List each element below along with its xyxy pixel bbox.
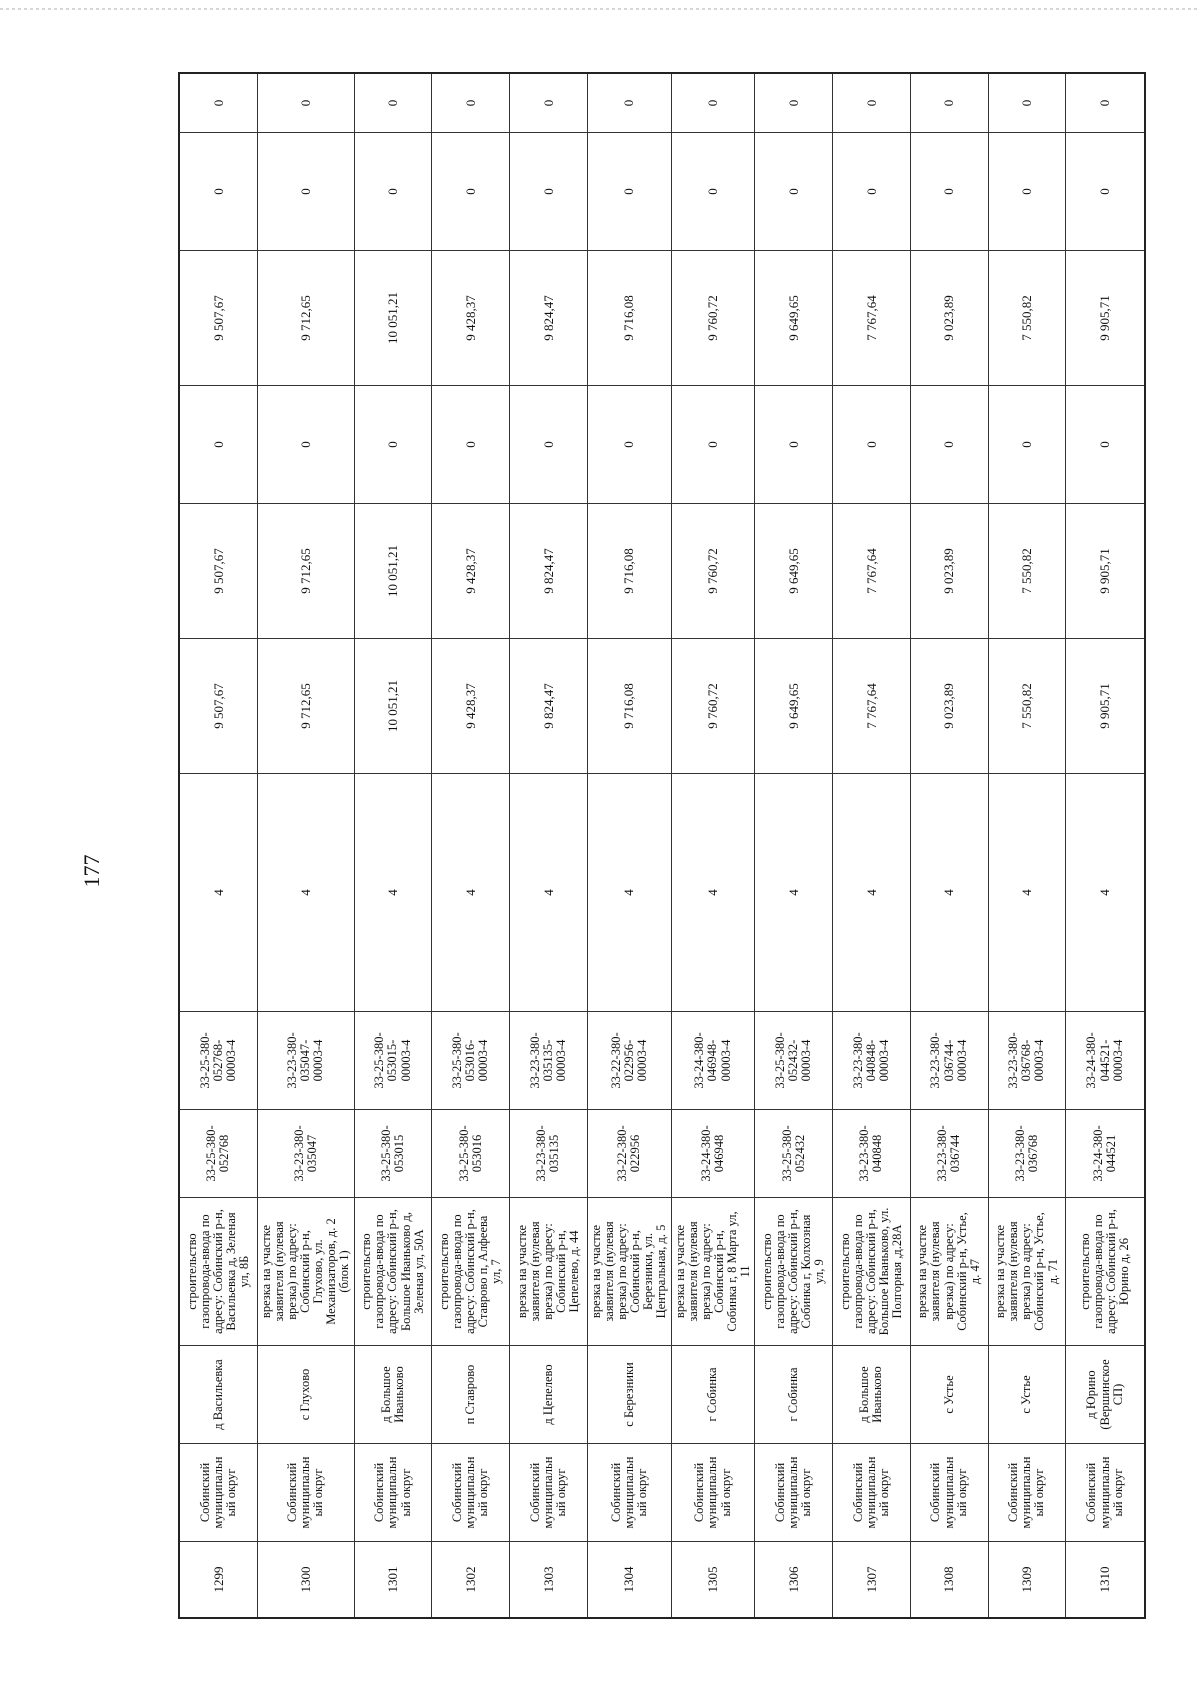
table-cell-municipality: Собинский муниципальн ый округ [355, 1443, 433, 1541]
table-cell-municipality: Собинский муниципальн ый округ [755, 1443, 833, 1541]
table-cell-amount-a: 9 649,65 [755, 503, 833, 638]
table-cell-object-code: 33-23-380- 035047- 00003-4 [258, 1011, 355, 1109]
table-cell-amount-zero-a: 0 [588, 385, 672, 503]
table-cell-row-number: 1306 [755, 1541, 833, 1617]
table-cell-amount-zero-c: 0 [833, 74, 911, 132]
table-cell-settlement: с Березники [588, 1345, 672, 1443]
table-cell-amount-zero-b: 0 [180, 132, 258, 250]
table-cell-row-number: 1304 [588, 1541, 672, 1617]
table-cell-amount-zero-b: 0 [510, 132, 588, 250]
table-cell-category: 4 [432, 773, 510, 1011]
table-cell-settlement: с Устье [911, 1345, 989, 1443]
table-cell-amount-total: 7 767,64 [833, 638, 911, 773]
table-cell-category: 4 [672, 773, 756, 1011]
page-number: 177 [79, 854, 104, 888]
rotated-table [180, 74, 1144, 1617]
table-cell-amount-zero-c: 0 [510, 74, 588, 132]
table-cell-amount-zero-a: 0 [180, 385, 258, 503]
scan-edge-artifact [0, 8, 1200, 10]
table-cell-amount-b: 10 051,21 [355, 250, 433, 385]
table-cell-object-code: 33-22-380- 022956- 00003-4 [588, 1011, 672, 1109]
table-cell-amount-zero-b: 0 [1066, 132, 1144, 250]
table-cell-category: 4 [510, 773, 588, 1011]
table-cell-municipality: Собинский муниципальн ый округ [672, 1443, 756, 1541]
table-cell-municipality: Собинский муниципальн ый округ [911, 1443, 989, 1541]
table-cell-amount-a: 9 905,71 [1066, 503, 1144, 638]
table-cell-municipality: Собинский муниципальн ый округ [833, 1443, 911, 1541]
table-cell-settlement: д Васильевка [180, 1345, 258, 1443]
table-cell-cadastral-code: 33-24-380- 044521 [1066, 1109, 1144, 1197]
table-cell-cadastral-code: 33-23-380- 035047 [258, 1109, 355, 1197]
table-cell-amount-zero-a: 0 [355, 385, 433, 503]
table-cell-row-number: 1309 [989, 1541, 1067, 1617]
table-cell-object-code: 33-23-380- 035135- 00003-4 [510, 1011, 588, 1109]
table-cell-amount-zero-c: 0 [258, 74, 355, 132]
table-cell-row-number: 1303 [510, 1541, 588, 1617]
table-cell-municipality: Собинский муниципальн ый округ [510, 1443, 588, 1541]
table-cell-settlement: д Юрино (Вершинское СП) [1066, 1345, 1144, 1443]
table-cell-amount-total: 9 905,71 [1066, 638, 1144, 773]
table-cell-amount-total: 9 428,37 [432, 638, 510, 773]
table-cell-cadastral-code: 33-23-380- 040848 [833, 1109, 911, 1197]
table-cell-amount-b: 9 649,65 [755, 250, 833, 385]
table-cell-amount-b: 9 905,71 [1066, 250, 1144, 385]
table-cell-settlement: д Большое Иваньково [355, 1345, 433, 1443]
table-cell-category: 4 [833, 773, 911, 1011]
table-cell-amount-zero-a: 0 [1066, 385, 1144, 503]
data-table [180, 74, 1144, 1617]
table-cell-row-number: 1300 [258, 1541, 355, 1617]
table-cell-category: 4 [1066, 773, 1144, 1011]
table-cell-work-description: строительство газопровода-ввода по адресу: Собинский р-н, Юрино д, 26 [1066, 1197, 1144, 1345]
table-cell-amount-b: 9 428,37 [432, 250, 510, 385]
table-cell-amount-zero-c: 0 [911, 74, 989, 132]
table-cell-amount-total: 9 760,72 [672, 638, 756, 773]
table-cell-amount-a: 9 760,72 [672, 503, 756, 638]
table-cell-amount-a: 9 507,67 [180, 503, 258, 638]
table-cell-amount-a: 9 023,89 [911, 503, 989, 638]
table-cell-amount-a: 9 824,47 [510, 503, 588, 638]
table-cell-amount-zero-a: 0 [672, 385, 756, 503]
table-cell-work-description: строительство газопровода-ввода по адресу: Собинский р-н, Собинка г, Колхозная ул, 9 [755, 1197, 833, 1345]
table-cell-amount-zero-c: 0 [588, 74, 672, 132]
table-cell-amount-a: 7 550,82 [989, 503, 1067, 638]
table-cell-amount-zero-a: 0 [833, 385, 911, 503]
table-cell-cadastral-code: 33-22-380- 022956 [588, 1109, 672, 1197]
table-cell-cadastral-code: 33-25-380- 053016 [432, 1109, 510, 1197]
table-cell-amount-b: 7 550,82 [989, 250, 1067, 385]
table-cell-amount-zero-a: 0 [258, 385, 355, 503]
table-cell-object-code: 33-24-380- 044521- 00003-4 [1066, 1011, 1144, 1109]
table-cell-object-code: 33-24-380- 046948- 00003-4 [672, 1011, 756, 1109]
table-cell-amount-b: 9 507,67 [180, 250, 258, 385]
table-cell-row-number: 1299 [180, 1541, 258, 1617]
table-cell-category: 4 [180, 773, 258, 1011]
table-cell-amount-zero-c: 0 [755, 74, 833, 132]
table-cell-settlement: п Ставрово [432, 1345, 510, 1443]
table-cell-amount-zero-a: 0 [755, 385, 833, 503]
table-cell-amount-total: 9 649,65 [755, 638, 833, 773]
table-cell-amount-b: 9 716,08 [588, 250, 672, 385]
table-cell-amount-total: 9 716,08 [588, 638, 672, 773]
table-cell-amount-a: 9 716,08 [588, 503, 672, 638]
table-cell-work-description: врезка на участке заявителя (нулевая врезка) по адресу: Собинский р-н, Устье, д. 47 [911, 1197, 989, 1345]
table-cell-cadastral-code: 33-25-380- 052432 [755, 1109, 833, 1197]
table-cell-cadastral-code: 33-23-380- 035135 [510, 1109, 588, 1197]
table-cell-amount-b: 7 767,64 [833, 250, 911, 385]
table-cell-amount-total: 9 824,47 [510, 638, 588, 773]
table-cell-municipality: Собинский муниципальн ый округ [1066, 1443, 1144, 1541]
table-cell-settlement: д Цепелево [510, 1345, 588, 1443]
table-cell-category: 4 [355, 773, 433, 1011]
table-cell-object-code: 33-25-380- 052768- 00003-4 [180, 1011, 258, 1109]
table-cell-amount-zero-a: 0 [432, 385, 510, 503]
table-cell-cadastral-code: 33-24-380- 046948 [672, 1109, 756, 1197]
table-cell-work-description: врезка на участке заявителя (нулевая врезка) по адресу: Собинский р-н, Собинка г, 8 Марта ул, 11 [672, 1197, 756, 1345]
table-cell-amount-zero-a: 0 [989, 385, 1067, 503]
table-cell-settlement: г Собинка [755, 1345, 833, 1443]
table-cell-amount-a: 9 712,65 [258, 503, 355, 638]
table-cell-amount-total: 7 550,82 [989, 638, 1067, 773]
table-cell-amount-a: 9 428,37 [432, 503, 510, 638]
table-cell-category: 4 [588, 773, 672, 1011]
table-cell-row-number: 1310 [1066, 1541, 1144, 1617]
table-cell-amount-zero-c: 0 [989, 74, 1067, 132]
table-cell-amount-zero-b: 0 [355, 132, 433, 250]
table-cell-municipality: Собинский муниципальн ый округ [588, 1443, 672, 1541]
table-cell-amount-zero-b: 0 [672, 132, 756, 250]
table-cell-object-code: 33-23-380- 040848- 00003-4 [833, 1011, 911, 1109]
table-cell-category: 4 [258, 773, 355, 1011]
table-cell-amount-zero-c: 0 [432, 74, 510, 132]
table-cell-object-code: 33-25-380- 053016- 00003-4 [432, 1011, 510, 1109]
table-cell-amount-b: 9 712,65 [258, 250, 355, 385]
table-cell-object-code: 33-25-380- 053015- 00003-4 [355, 1011, 433, 1109]
table-cell-object-code: 33-25-380- 052432- 00003-4 [755, 1011, 833, 1109]
table-cell-amount-total: 10 051,21 [355, 638, 433, 773]
table-cell-amount-zero-b: 0 [911, 132, 989, 250]
table-cell-settlement: г Собинка [672, 1345, 756, 1443]
table-cell-work-description: врезка на участке заявителя (нулевая врезка) по адресу: Собинский р-н, Цепелево, д. 44 [510, 1197, 588, 1345]
table-cell-amount-b: 9 824,47 [510, 250, 588, 385]
table-cell-municipality: Собинский муниципальн ый округ [432, 1443, 510, 1541]
table-cell-settlement: д Большое Иваньково [833, 1345, 911, 1443]
table-cell-row-number: 1307 [833, 1541, 911, 1617]
table-cell-amount-zero-b: 0 [258, 132, 355, 250]
table-cell-work-description: строительство газопровода-ввода по адресу: Собинский р-н, Васильевка д, Зеленая ул, 8Б [180, 1197, 258, 1345]
table-cell-amount-total: 9 023,89 [911, 638, 989, 773]
table-cell-municipality: Собинский муниципальн ый округ [989, 1443, 1067, 1541]
table-cell-amount-zero-c: 0 [355, 74, 433, 132]
table-cell-amount-zero-b: 0 [755, 132, 833, 250]
table-cell-amount-b: 9 760,72 [672, 250, 756, 385]
table-cell-work-description: строительство газопровода-ввода по адресу: Собинский р-н, Ставрово п, Алфеева ул, 7 [432, 1197, 510, 1345]
table-cell-cadastral-code: 33-25-380- 053015 [355, 1109, 433, 1197]
table-cell-amount-total: 9 507,67 [180, 638, 258, 773]
table-cell-amount-zero-a: 0 [510, 385, 588, 503]
table-cell-cadastral-code: 33-23-380- 036768 [989, 1109, 1067, 1197]
table-cell-work-description: строительство газопровода-ввода по адресу: Собинский р-н, Большое Иваньково, ул. Полгорная ,д.28А [833, 1197, 911, 1345]
table-cell-work-description: врезка на участке заявителя (нулевая врезка) по адресу: Собинский р-н, Устье, д. 71 [989, 1197, 1067, 1345]
table-cell-row-number: 1302 [432, 1541, 510, 1617]
table-cell-amount-zero-b: 0 [588, 132, 672, 250]
table-cell-category: 4 [755, 773, 833, 1011]
table-cell-amount-zero-c: 0 [672, 74, 756, 132]
table-cell-object-code: 33-23-380- 036768- 00003-4 [989, 1011, 1067, 1109]
table-cell-row-number: 1305 [672, 1541, 756, 1617]
table-cell-work-description: врезка на участке заявителя (нулевая врезка) по адресу: Собинский р-н, Глухово, ул. Механизаторов, д. 2 (блок 1) [258, 1197, 355, 1345]
table-cell-cadastral-code: 33-23-380- 036744 [911, 1109, 989, 1197]
table-cell-row-number: 1301 [355, 1541, 433, 1617]
table-cell-cadastral-code: 33-25-380- 052768 [180, 1109, 258, 1197]
table-cell-amount-zero-b: 0 [833, 132, 911, 250]
table-cell-amount-b: 9 023,89 [911, 250, 989, 385]
table-cell-amount-zero-b: 0 [432, 132, 510, 250]
table-cell-amount-zero-c: 0 [180, 74, 258, 132]
table-cell-amount-zero-a: 0 [911, 385, 989, 503]
table-cell-work-description: строительство газопровода-ввода по адресу: Собинский р-н, Большое Иваньково д, Зеленая ул, 50А [355, 1197, 433, 1345]
table-cell-category: 4 [911, 773, 989, 1011]
table-cell-object-code: 33-23-380- 036744- 00003-4 [911, 1011, 989, 1109]
table-cell-settlement: с Глухово [258, 1345, 355, 1443]
table-cell-settlement: с Устье [989, 1345, 1067, 1443]
table-cell-municipality: Собинский муниципальн ый округ [180, 1443, 258, 1541]
data-table-frame [178, 72, 1146, 1619]
table-cell-amount-a: 7 767,64 [833, 503, 911, 638]
table-cell-row-number: 1308 [911, 1541, 989, 1617]
table-cell-category: 4 [989, 773, 1067, 1011]
table-cell-amount-zero-b: 0 [989, 132, 1067, 250]
table-cell-municipality: Собинский муниципальн ый округ [258, 1443, 355, 1541]
table-cell-amount-a: 10 051,21 [355, 503, 433, 638]
table-cell-work-description: врезка на участке заявителя (нулевая врезка) по адресу: Собинский р-н, Березники, ул. Центральная, д. 5 [588, 1197, 672, 1345]
table-cell-amount-total: 9 712,65 [258, 638, 355, 773]
table-cell-amount-zero-c: 0 [1097, 99, 1113, 107]
